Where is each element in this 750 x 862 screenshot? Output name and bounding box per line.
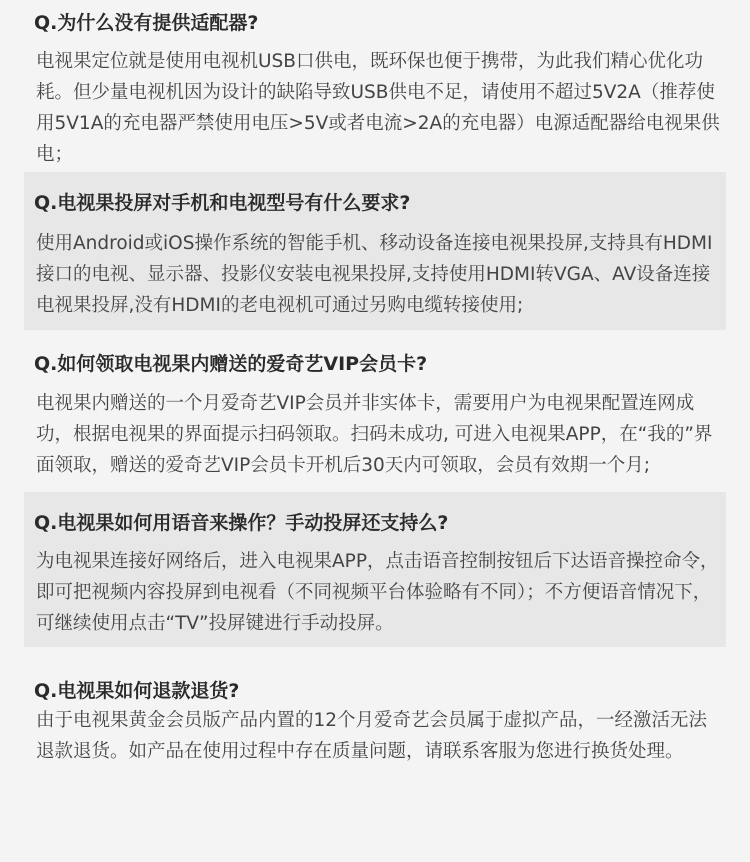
faq-question: Q.如何领取电视果内赠送的爱奇艺VIP会员卡? [34,353,428,375]
faq-item-vip-card [24,330,726,492]
faq-question: Q.电视果投屏对手机和电视型号有什么要求? [34,192,411,214]
faq-answer: 由于电视果黄金会员版产品内置的12个月爱奇艺会员属于虚拟产品，一经激活无法退款退货。如产品在使用过程中存在质量问题，请联系客服为您进行换货处理。 [36,710,708,762]
faq-item-adapter [24,0,726,172]
faq-question: Q.为什么没有提供适配器? [34,12,259,34]
faq-item-refund [24,647,726,862]
faq-item-device-requirements [24,172,726,330]
faq-item-voice-control [24,492,726,647]
faq-answer: 为电视果连接好网络后，进入电视果APP，点击语音控制按钮后下达语音操控命令，即可把视频内容投屏到电视看（不同视频平台体验略有不同）；不方便语音情况下，可继续使用点击“TV”投屏键进行手动投屏。 [36,551,719,634]
faq-answer: 使用Android或iOS操作系统的智能手机、移动设备连接电视果投屏,支持具有HDMI接口的电视、显示器、投影仪安装电视果投屏,支持使用HDMI转VGA、AV设备连接电视果投屏,没有HDMI的老电视机可通过另购电缆转接使用; [36,233,713,316]
faq-question: Q.电视果如何退款退货? [34,680,240,702]
faq-question: Q.电视果如何用语音来操作？手动投屏还支持么? [34,512,449,534]
faq-answer: 电视果定位就是使用电视机USB口供电，既环保也便于携带，为此我们精心优化功耗。但少量电视机因为设计的缺陷导致USB供电不足，请使用不超过5V2A（推荐使用5V1A的充电器严禁使用电压>5V或者电流>2A的充电器）电源适配器给电视果供电； [36,51,720,165]
faq-answer: 电视果内赠送的一个月爱奇艺VIP会员并非实体卡，需要用户为电视果配置连网成功，根据电视果的界面提示扫码领取。扫码未成功, 可进入电视果APP，在“我的”界面领取，赠送的爱奇艺VIP会员卡开机后30天内可领取，会员有效期一个月; [36,393,713,476]
